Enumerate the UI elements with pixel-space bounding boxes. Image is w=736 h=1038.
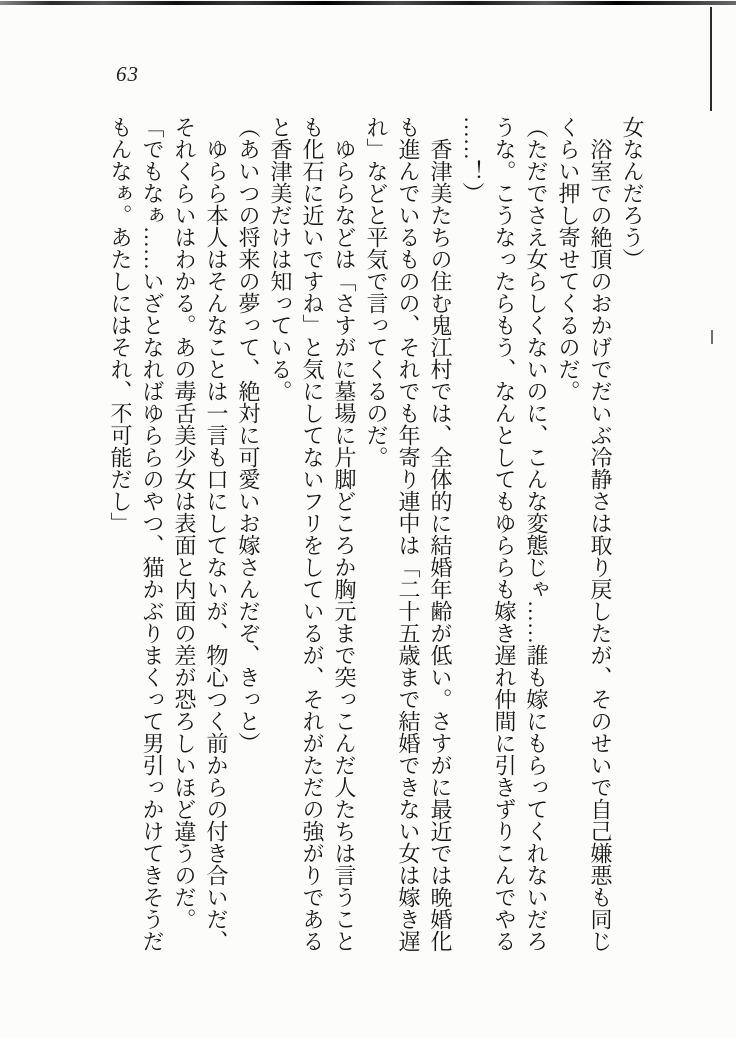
page-number: 63 [116, 62, 139, 86]
text-line: も化石に近いですね」と気にしてないフリをしているが、それがただの強がりである [300, 116, 325, 952]
text-line: 香津美たちの住む鬼江村では、全体的に結婚年齢が低い。さすがに最近では晩婚化 [428, 138, 453, 952]
text-line: 女なんだろう） [620, 116, 645, 270]
text-line: （あいつの将来の夢って、絶対に可愛いお嫁さんだぞ、きっと） [236, 116, 261, 754]
page-right-edge-line [710, 7, 712, 111]
page-text [104, 116, 648, 961]
page-top-edge-line [0, 1, 736, 5]
text-line: れ」などと平気で言ってくるのだ。 [364, 116, 389, 468]
text-line: 「でもなぁ……いざとなればゆららのやつ、猫かぶりまくって男引っかけてきそうだ [140, 116, 165, 952]
text-line: 浴室での絶頂のおかげでだいぶ冷静さは取り戻したが、そのせいで自己嫌悪も同じ [588, 138, 613, 952]
text-line: うな。こうなったらもう、なんとしてもゆららも嫁き遅れ仲間に引きずりこんでやる [492, 116, 517, 952]
text-line: それくらいはわかる。あの毒舌美少女は表面と内面の差が恐ろしいほど違うのだ。 [172, 116, 197, 930]
text-line: ゆららなどは「さすがに墓場に片脚どころか胸元まで突っこんだ人たちは言うこと [332, 138, 357, 952]
text-line: ……！） [460, 116, 485, 204]
text-line: と香津美だけは知っている。 [268, 116, 293, 402]
text-line: も進んでいるものの、それでも年寄り連中は「二十五歳まで結婚できない女は嫁き遅 [396, 116, 421, 952]
text-line: ゆらら本人はそんなことは一言も口にしてないが、物心つく前からの付き合いだ、 [204, 138, 229, 952]
page-right-edge-mark [711, 330, 713, 344]
text-line: （ただでさえ女らしくないのに、こんな変態じゃ……誰も嫁にもらってくれないだろ [524, 116, 549, 952]
text-line: くらい押し寄せてくるのだ。 [556, 116, 581, 402]
text-line: もんなぁ。あたしにはそれ、不可能だし」 [108, 116, 133, 534]
